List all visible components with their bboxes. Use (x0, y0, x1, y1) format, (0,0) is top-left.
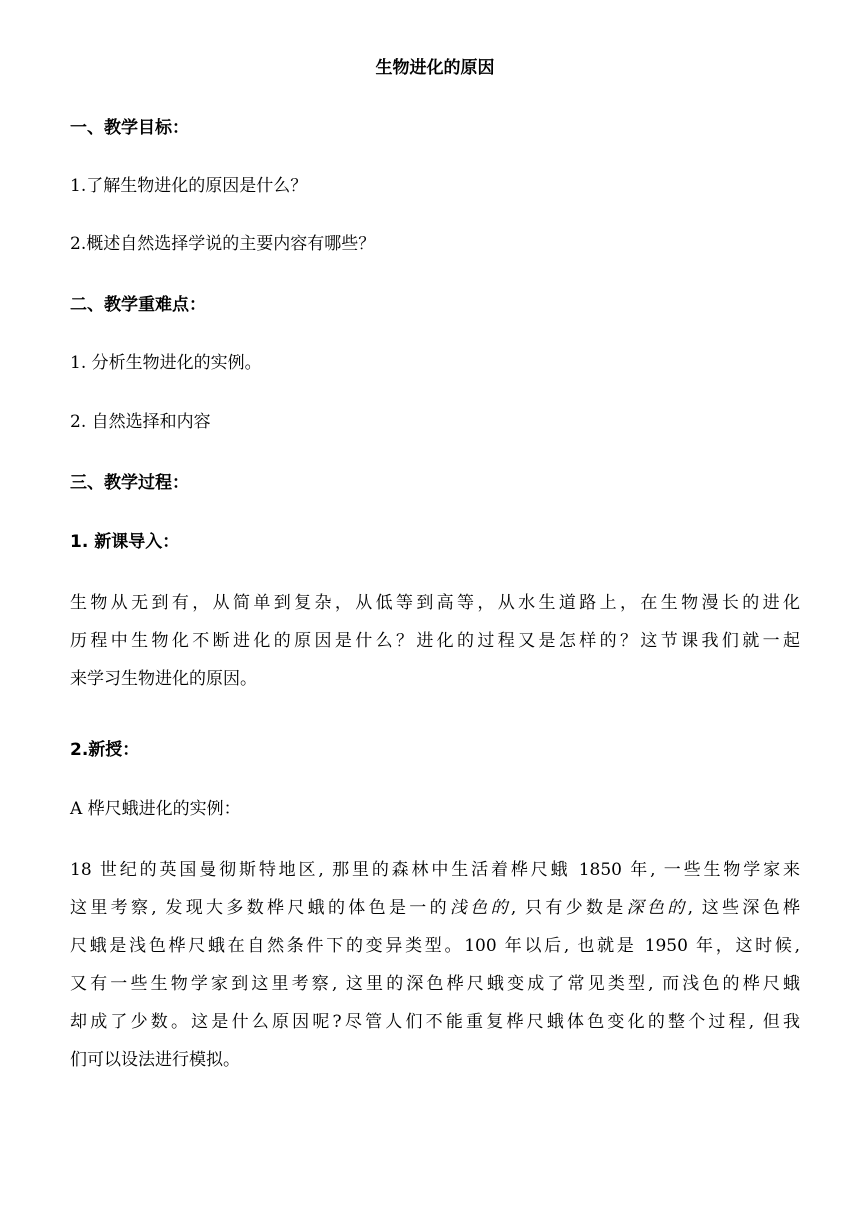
example-line-2-text-b: , 只有少数是 (510, 898, 627, 918)
example-paragraph (70, 851, 800, 1079)
key-point-2: 2. 自然选择和内容 (70, 412, 211, 432)
intro-line-2: 历程中生物化不断进化的原因是什么？进化的过程又是怎样的？这节课我们就一起 (70, 631, 800, 651)
example-line-6: 们可以设法进行模拟。 (70, 1050, 240, 1070)
document-title: 生物进化的原因 (375, 58, 495, 78)
step-heading-new-lesson: 2.新授： (70, 740, 140, 760)
emphasis-light-colored: 浅色的 (449, 898, 511, 918)
example-line-2 (70, 889, 800, 927)
example-label: A 桦尺蛾进化的实例： (70, 799, 241, 819)
example-line-1: 18 世纪的英国曼彻斯特地区, 那里的森林中生活着桦尺蛾 1850 年, 一些生物学家来 (70, 860, 800, 880)
example-line-3: 尺蛾是浅色桦尺蛾在自然条件下的变异类型。100 年以后, 也就是 1950 年，这时候, (70, 936, 800, 956)
section-heading-goals: 一、教学目标： (70, 118, 189, 138)
example-line-2-text-c: , 这些深色桦 (687, 898, 801, 918)
intro-paragraph (70, 584, 800, 698)
key-point-1: 1. 分析生物进化的实例。 (70, 353, 262, 373)
section-heading-key-points: 二、教学重难点： (70, 295, 206, 315)
step-heading-intro: 1. 新课导入： (70, 532, 180, 552)
example-line-4: 又有一些生物学家到这里考察, 这里的深色桦尺蛾变成了常见类型, 而浅色的桦尺蛾 (70, 974, 800, 994)
intro-line-1: 生物从无到有，从简单到复杂，从低等到高等，从水生道路上，在生物漫长的进化 (70, 593, 800, 613)
example-line-2-text-a: 这里考察, 发现大多数桦尺蛾的体色是一的 (70, 898, 450, 918)
example-line-5: 却成了少数。这是什么原因呢?尽管人们不能重复桦尺蛾体色变化的整个过程, 但我 (70, 1012, 800, 1032)
intro-line-3: 来学习生物进化的原因。 (70, 669, 257, 689)
goal-item-2: 2.概述自然选择学说的主要内容有哪些？ (70, 234, 376, 254)
section-heading-process: 三、教学过程： (70, 473, 189, 493)
goal-item-1: 1.了解生物进化的原因是什么？ (70, 176, 308, 196)
emphasis-dark-colored: 深色的 (626, 898, 688, 918)
